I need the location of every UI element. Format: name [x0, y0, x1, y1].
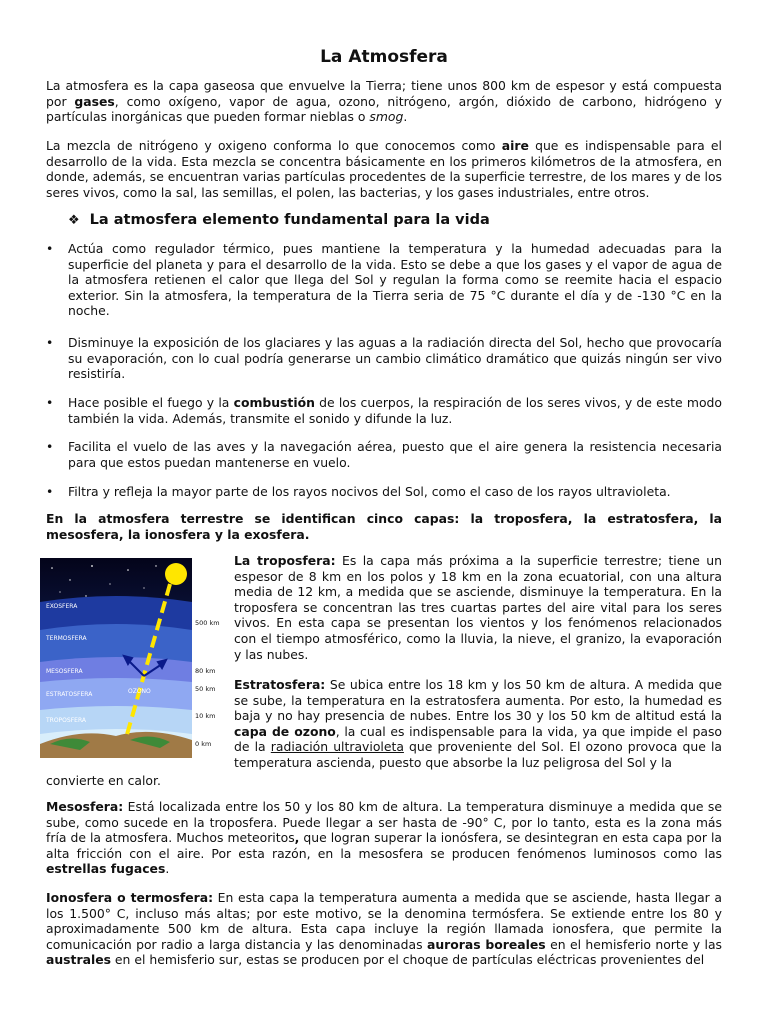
section-heading	[68, 210, 490, 231]
bullet-list	[46, 439, 722, 470]
bold-text: ,	[294, 830, 300, 846]
mesosphere-paragraph	[46, 799, 722, 877]
bold-text: auroras boreales	[426, 936, 546, 952]
text: Es la capa más próxima a la superficie terrestre; tiene un espesor de 8 km en los polos y 18 km en la zona ecuatorial, con una altura media de 12 km, a medida que se asciende, disminuye la temperatura. En la troposfera se concentran las tres cuartas partes del aire vital para los seres vivos. En esta capa se presentan los vientos y los fenómenos relacionados con el tiempo atmosférico, como la lluvia, la nieve, el granizo, la evaporación y las nubes.	[234, 553, 722, 662]
intro-paragraph-1	[46, 78, 722, 125]
layer-label-estratosfera: ESTRATOSFERA	[46, 691, 93, 698]
bullet-icon: •	[46, 241, 54, 256]
text: .	[165, 861, 170, 877]
list-item	[46, 241, 722, 319]
list-item	[46, 395, 722, 426]
bullet-list	[46, 335, 722, 382]
text: La atmosfera es la capa gaseosa que envuelve la Tierra; tiene unos 800 km de espesor y está compuesta por	[46, 78, 722, 109]
list-item	[46, 439, 722, 470]
text: Hace posible el fuego y la	[68, 395, 234, 410]
ionosphere-paragraph	[46, 890, 722, 968]
altitude-label: 10 km	[195, 712, 216, 720]
text: , como oxígeno, vapor de agua, ozono, nitrógeno, argón, dióxido de carbono, hidrógeno y partículas inorgánicas que pueden formar nieblas o	[46, 93, 722, 125]
bold-text: Ionosfera o termosfera:	[46, 890, 214, 905]
bullet-icon: •	[46, 484, 54, 499]
layer-label-troposfera: TROPOSFERA	[46, 717, 86, 724]
atmosphere-layers-figure	[40, 558, 228, 758]
underlined-text: radiación ultravioleta	[270, 739, 404, 755]
bullet-icon: •	[46, 395, 54, 410]
diamond-bullet-icon: ❖	[68, 213, 80, 228]
stratosphere-continuation: convierte en calor.	[46, 773, 161, 788]
bold-text: australes	[46, 952, 111, 968]
text: En esta capa la temperatura aumenta a medida que se asciende, hasta llegar a los 1.500° C, incluso más altas; por este motivo, se la denomina termósfera. Se extiende entre los 80 y aproximadamente 500 km de altura. Esta capa incluye la región llamada ionosfera, que permite la comunicación por radio a larga distancia y las denominadas	[46, 890, 722, 952]
layer-label-termosfera: TERMOSFERA	[46, 635, 87, 642]
text: , la cual es indispensable para la vida, ya que impide el paso de la	[234, 723, 722, 755]
altitude-label: 0 km	[195, 740, 212, 748]
list-item-text: Filtra y refleja la mayor parte de los rayos nocivos del Sol, como el caso de los rayos ultravioleta.	[68, 484, 671, 499]
bold-text: capa de ozono	[234, 723, 336, 739]
bold-text: aire	[501, 138, 529, 153]
text: La mezcla de nitrógeno y oxigeno conforma lo que conocemos como	[46, 138, 502, 153]
section-heading-text: La atmosfera elemento fundamental para la vida	[89, 212, 490, 228]
list-item	[46, 335, 722, 382]
bold-text: combustión	[233, 395, 315, 410]
bold-text: Estratosfera:	[234, 677, 326, 692]
ozone-label: OZONO	[128, 688, 151, 695]
text: que es indispensable para el desarrollo de la vida. Esta mezcla se concentra básicamente en los primeros kilómetros de la atmosfera, en donde, además, se encuentran varias partículas procedentes de la superficie terrestre, de los mares y de los seres vivos, como la sal, las semillas, el polen, las bacterias, y los gases industriales, entre otros.	[46, 138, 722, 200]
layers-intro: En la atmosfera terrestre se identifican cinco capas: la troposfera, la estratosfera, la mesosfera, la ionosfera y la exosfera.	[46, 511, 722, 542]
page-title: La Atmosfera	[320, 47, 448, 67]
list-item	[46, 484, 722, 500]
text: en el hemisferio sur, estas se producen por el choque de partículas eléctricas provenientes del	[110, 952, 705, 968]
troposphere-paragraph	[234, 553, 722, 662]
intro-paragraph-2	[46, 138, 722, 200]
text: Se ubica entre los 18 km y los 50 km de altura. A medida que se sube, la temperatura en la estratosfera aumenta. Por esto, la humedad es baja y no hay presencia de nubes. Entre los 30 y los 50 km de altitud está la	[234, 677, 722, 724]
bullet-list	[46, 484, 722, 500]
text: de los cuerpos, la respiración de los seres vivos, y de este modo también la vida. Además, transmite el sonido y difunde la luz.	[68, 395, 722, 426]
bold-text: gases	[74, 93, 115, 109]
list-item-text: Facilita el vuelo de las aves y la navegación aérea, puesto que el aire genera la resistencia necesaria para que estos puedan mantenerse en vuelo.	[68, 439, 722, 470]
atmosphere-diagram-image	[40, 558, 228, 758]
text: que proveniente del Sol. El ozono provoca que la temperatura ascienda, puesto que absorbe la luz peligrosa del Sol y la	[234, 739, 723, 770]
bullet-icon: •	[46, 439, 54, 454]
bullet-list	[46, 241, 722, 319]
list-item-text: Actúa como regulador térmico, pues mantiene la temperatura y la humedad adecuadas para la superficie del planeta y para el desarrollo de la vida. Esto se debe a que los gases y el vapor de agua de la atmosfera retienen el calor que llega del Sol y regulan la forma como se reemite hacia el espacio exterior. Sin la atmosfera, la temperatura de la Tierra seria de 75 °C durante el día y de -130 °C en la noche.	[68, 241, 722, 319]
altitude-label: 80 km	[195, 667, 216, 675]
text: .	[403, 109, 408, 125]
bold-text: Mesosfera:	[46, 799, 124, 814]
altitude-label: 50 km	[195, 685, 216, 693]
bold-text: La troposfera:	[234, 553, 336, 568]
bullet-list	[46, 395, 722, 426]
layer-label-exosfera: EXOSFERA	[46, 603, 78, 610]
italic-text: smog	[369, 109, 404, 125]
bold-text: estrellas fugaces	[46, 861, 166, 877]
list-item-text: Disminuye la exposición de los glaciares y las aguas a la radiación directa del Sol, hecho que provocaría su evaporación, con lo cual podría generarse un cambio climático dramático que quizás ningún ser vivo resistiría.	[68, 335, 722, 382]
text: en el hemisferio norte y las	[545, 936, 723, 952]
layer-label-mesosfera: MESOSFERA	[46, 668, 83, 675]
text: Está localizada entre los 50 y los 80 km de altura. La temperatura disminuye a medida que se sube, como sucede en la troposfera. Puede llegar a ser hasta de -90° C, por lo tanto, esta es la zona más fría de la atmosfera. Muchos meteoritos	[46, 799, 722, 846]
stratosphere-paragraph	[234, 677, 722, 771]
text: que logran superar la ionósfera, se desintegran en esta capa por la alta fricción con el aire. Por esta razón, en la mesosfera se producen fenómenos luminosos como las	[46, 830, 723, 861]
bullet-icon: •	[46, 335, 54, 350]
altitude-label: 500 km	[195, 619, 220, 627]
